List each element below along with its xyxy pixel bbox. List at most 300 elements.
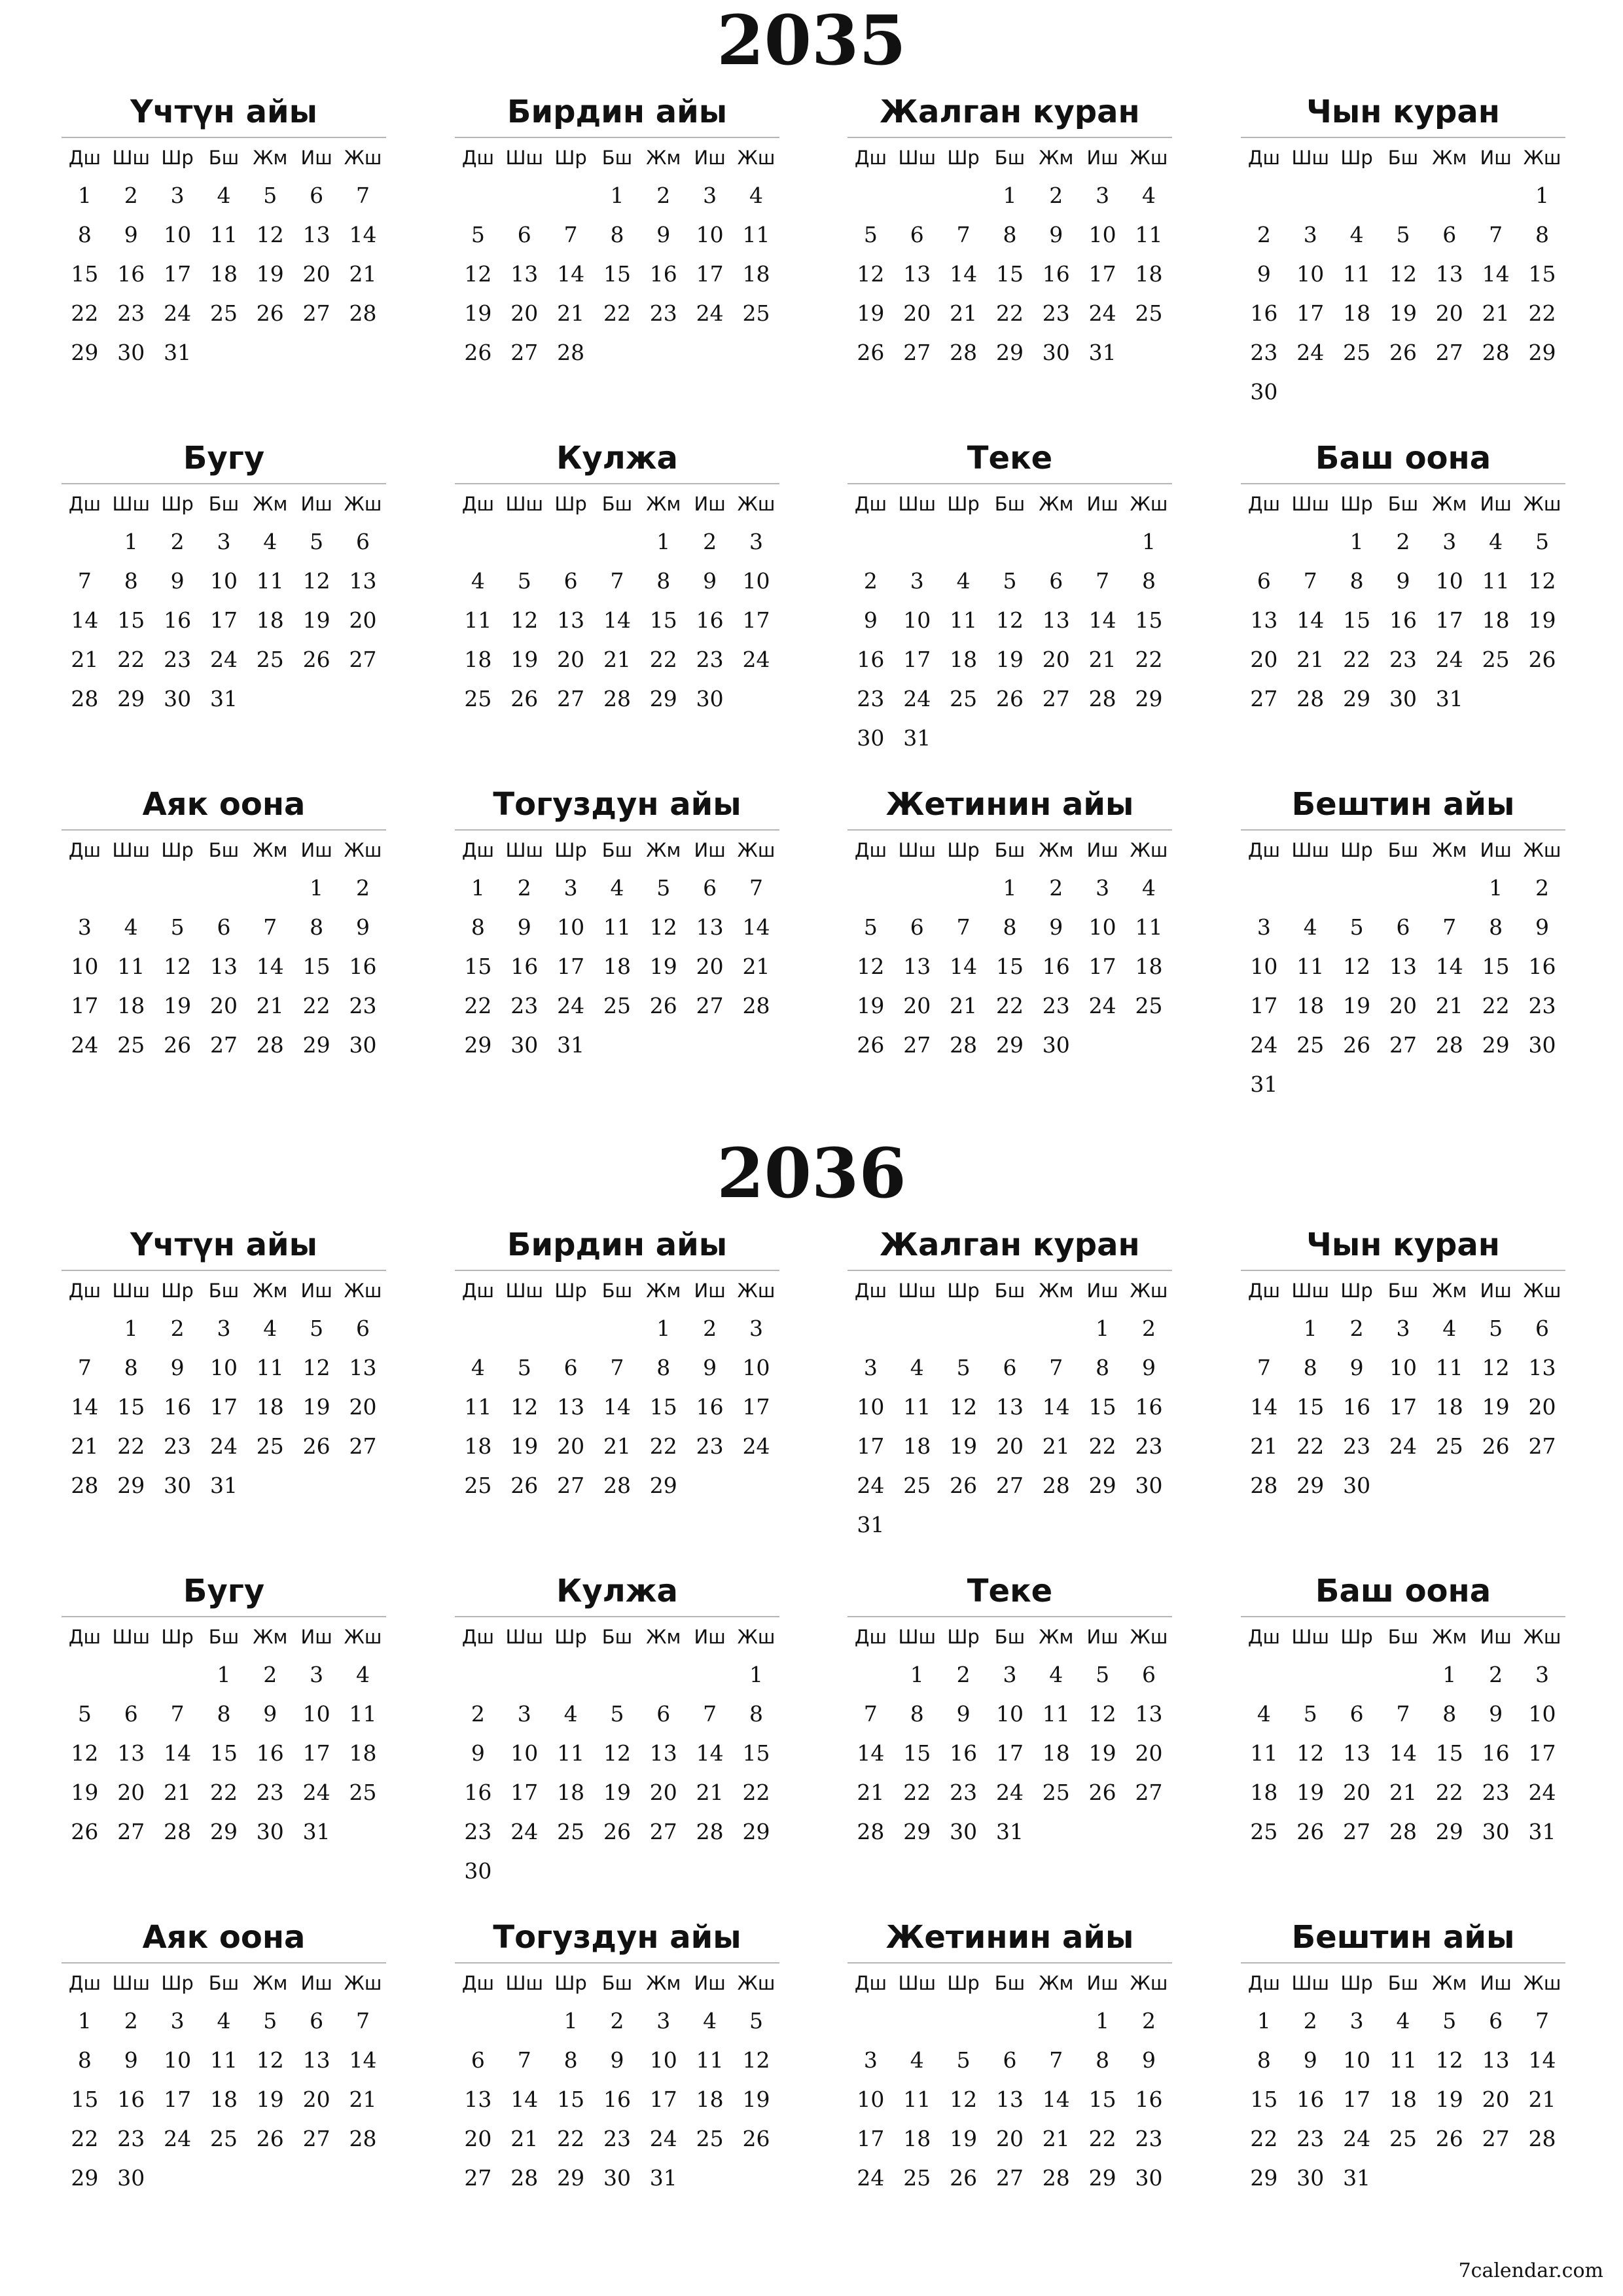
day-cell: 2: [1141, 2008, 1156, 2034]
month-day-grid: [455, 486, 779, 719]
day-cell: 2: [1396, 529, 1410, 554]
month-name: Теке: [967, 1573, 1053, 1609]
day-cell: 9: [1049, 914, 1063, 940]
day-cell: 24: [1343, 2126, 1371, 2151]
day-cell: 24: [1435, 647, 1463, 672]
empty-day-cell: [501, 2001, 548, 2041]
day-cell: 19: [857, 300, 885, 326]
weekday-header: Шр: [1340, 1972, 1373, 1994]
day-cell: 20: [1389, 993, 1417, 1018]
day-cell: 15: [117, 1394, 145, 1420]
day-cell: 29: [742, 1819, 770, 1844]
day-cell: 7: [956, 222, 971, 247]
day-cell: 19: [603, 1780, 631, 1805]
day-cell: 18: [209, 2087, 238, 2112]
month-divider: [62, 1616, 386, 1617]
day-cell: 18: [1135, 261, 1163, 287]
month-day-grid: [847, 1619, 1172, 1852]
weekday-header: Дш: [68, 1280, 101, 1302]
day-cell: 9: [1257, 261, 1271, 287]
day-cell: 31: [557, 1032, 585, 1058]
day-cell: 1: [563, 2008, 578, 2034]
day-cell: 16: [1296, 2087, 1325, 2112]
day-cell: 13: [1250, 607, 1278, 633]
empty-day-cell: [154, 869, 201, 908]
weekday-header: Бш: [994, 839, 1026, 861]
day-cell: 9: [124, 2047, 138, 2073]
day-cell: 2: [355, 875, 370, 901]
day-cell: 26: [950, 1473, 978, 1498]
weekday-header: Жм: [253, 493, 288, 515]
day-cell: 27: [349, 647, 377, 672]
day-cell: 4: [1489, 529, 1503, 554]
empty-day-cell: [847, 1309, 894, 1348]
day-cell: 15: [1135, 607, 1163, 633]
weekday-header: Жм: [1432, 1972, 1467, 1994]
day-cell: 21: [349, 261, 377, 287]
weekday-header: Бш: [1387, 1972, 1419, 1994]
day-cell: 3: [310, 1662, 324, 1687]
month-divider: [455, 1616, 779, 1617]
day-cell: 27: [302, 300, 330, 326]
month-name: Жетинин айы: [885, 786, 1134, 823]
weekday-header: Шш: [898, 1280, 936, 1302]
day-cell: 3: [1442, 529, 1457, 554]
day-cell: 23: [1135, 2126, 1163, 2151]
weekday-header: Шр: [554, 1972, 587, 1994]
day-cell: 22: [1135, 647, 1163, 672]
day-cell: 30: [1042, 340, 1070, 365]
empty-day-cell: [455, 522, 501, 562]
day-cell: 2: [656, 183, 671, 208]
day-cell: 4: [217, 183, 231, 208]
day-cell: 12: [71, 1740, 99, 1766]
empty-day-cell: [1287, 869, 1334, 908]
day-cell: 10: [302, 1701, 330, 1727]
empty-day-cell: [1241, 869, 1287, 908]
weekday-header: Жм: [253, 1972, 288, 1994]
empty-day-cell: [894, 2001, 940, 2041]
month-divider: [1241, 1962, 1565, 1964]
day-cell: 3: [749, 529, 763, 554]
weekday-header: Шр: [947, 1626, 980, 1648]
day-cell: 12: [510, 1394, 539, 1420]
day-cell: 19: [1435, 2087, 1463, 2112]
day-cell: 1: [1003, 183, 1017, 208]
day-cell: 3: [170, 183, 185, 208]
month-day-grid: [455, 832, 779, 1065]
day-cell: 8: [77, 222, 92, 247]
day-cell: 2: [863, 568, 878, 594]
weekday-header: Жм: [646, 147, 681, 169]
day-cell: 22: [209, 1780, 238, 1805]
day-cell: 16: [950, 1740, 978, 1766]
day-cell: 11: [1135, 914, 1163, 940]
day-cell: 20: [995, 2126, 1024, 2151]
weekday-header: Иш: [694, 147, 726, 169]
month-day-grid: [1241, 1619, 1565, 1852]
day-cell: 18: [557, 1780, 585, 1805]
day-cell: 2: [1049, 875, 1063, 901]
day-cell: 29: [209, 1819, 238, 1844]
day-cell: 28: [1435, 1032, 1463, 1058]
weekday-header: Жш: [1130, 147, 1168, 169]
day-cell: 1: [1535, 183, 1549, 208]
day-cell: 29: [464, 1032, 492, 1058]
day-cell: 20: [349, 607, 377, 633]
day-cell: 22: [603, 300, 631, 326]
day-cell: 11: [256, 1355, 284, 1380]
day-cell: 17: [510, 1780, 539, 1805]
day-cell: 17: [1088, 261, 1116, 287]
day-cell: 5: [1003, 568, 1017, 594]
day-cell: 30: [349, 1032, 377, 1058]
day-cell: 20: [903, 300, 931, 326]
day-cell: 27: [649, 1819, 677, 1844]
day-cell: 27: [903, 1032, 931, 1058]
day-cell: 13: [1042, 607, 1070, 633]
day-cell: 18: [1042, 1740, 1070, 1766]
day-cell: 11: [1296, 954, 1325, 979]
day-cell: 21: [164, 1780, 192, 1805]
day-cell: 4: [563, 1701, 578, 1727]
month-divider: [62, 1270, 386, 1271]
weekday-header: Жм: [1432, 839, 1467, 861]
weekday-header: Иш: [1480, 1972, 1512, 1994]
month-divider: [847, 137, 1172, 138]
day-cell: 1: [1003, 875, 1017, 901]
day-cell: 1: [1303, 1316, 1317, 1341]
day-cell: 4: [471, 568, 485, 594]
day-cell: 10: [1528, 1701, 1556, 1727]
weekday-header: Жш: [1523, 147, 1561, 169]
weekday-header: Жш: [344, 839, 382, 861]
day-cell: 24: [510, 1819, 539, 1844]
weekday-header: Шр: [554, 839, 587, 861]
day-cell: 20: [209, 993, 238, 1018]
day-cell: 15: [649, 1394, 677, 1420]
day-cell: 27: [1343, 1819, 1371, 1844]
empty-day-cell: [894, 176, 940, 215]
day-cell: 30: [1135, 1473, 1163, 1498]
day-cell: 4: [1049, 1662, 1063, 1687]
day-cell: 6: [910, 222, 924, 247]
day-cell: 15: [464, 954, 492, 979]
month-day-grid: [1241, 832, 1565, 1104]
weekday-header: Бш: [208, 1280, 240, 1302]
weekday-header: Иш: [1086, 1972, 1118, 1994]
weekday-header: Бш: [208, 1972, 240, 1994]
day-cell: 17: [302, 1740, 330, 1766]
empty-day-cell: [1287, 1655, 1334, 1695]
day-cell: 11: [464, 607, 492, 633]
weekday-header: Бш: [994, 1626, 1026, 1648]
day-cell: 28: [557, 340, 585, 365]
day-cell: 4: [471, 1355, 485, 1380]
day-cell: 27: [696, 993, 724, 1018]
day-cell: 21: [950, 300, 978, 326]
day-cell: 22: [742, 1780, 770, 1805]
weekday-header: Иш: [300, 1972, 332, 1994]
day-cell: 25: [950, 686, 978, 711]
day-cell: 20: [1435, 300, 1463, 326]
day-cell: 29: [1250, 2165, 1278, 2191]
day-cell: 10: [510, 1740, 539, 1766]
day-cell: 12: [742, 2047, 770, 2073]
day-cell: 14: [1389, 1740, 1417, 1766]
day-cell: 19: [302, 607, 330, 633]
day-cell: 18: [696, 2087, 724, 2112]
day-cell: 29: [117, 1473, 145, 1498]
day-cell: 17: [1343, 2087, 1371, 2112]
day-cell: 24: [1088, 993, 1116, 1018]
day-cell: 3: [1096, 875, 1110, 901]
day-cell: 30: [857, 725, 885, 751]
day-cell: 28: [1088, 686, 1116, 711]
day-cell: 19: [464, 300, 492, 326]
day-cell: 18: [1250, 1780, 1278, 1805]
day-cell: 28: [950, 340, 978, 365]
day-cell: 22: [1435, 1780, 1463, 1805]
day-cell: 8: [1349, 568, 1364, 594]
day-cell: 15: [1296, 1394, 1325, 1420]
day-cell: 8: [656, 1355, 671, 1380]
day-cell: 4: [703, 2008, 717, 2034]
day-cell: 5: [310, 1316, 324, 1341]
weekday-header: Шш: [505, 1972, 544, 1994]
day-cell: 5: [610, 1701, 624, 1727]
weekday-header: Шр: [1340, 1280, 1373, 1302]
day-cell: 20: [117, 1780, 145, 1805]
day-cell: 7: [355, 2008, 370, 2034]
day-cell: 22: [1088, 2126, 1116, 2151]
day-cell: 16: [1042, 261, 1070, 287]
month-name: Үчтүн айы: [130, 94, 318, 130]
day-cell: 3: [170, 2008, 185, 2034]
day-cell: 18: [950, 647, 978, 672]
day-cell: 14: [349, 2047, 377, 2073]
day-cell: 6: [471, 2047, 485, 2073]
day-cell: 27: [302, 2126, 330, 2151]
empty-day-cell: [62, 522, 108, 562]
day-cell: 23: [1528, 993, 1556, 1018]
weekday-header: Иш: [694, 1280, 726, 1302]
day-cell: 9: [1396, 568, 1410, 594]
day-cell: 18: [1435, 1394, 1463, 1420]
day-cell: 29: [649, 686, 677, 711]
day-cell: 25: [117, 1032, 145, 1058]
day-cell: 8: [1003, 222, 1017, 247]
day-cell: 4: [1442, 1316, 1457, 1341]
day-cell: 21: [603, 647, 631, 672]
day-cell: 26: [1343, 1032, 1371, 1058]
day-cell: 17: [71, 993, 99, 1018]
day-cell: 7: [610, 1355, 624, 1380]
day-cell: 17: [903, 647, 931, 672]
day-cell: 23: [950, 1780, 978, 1805]
day-cell: 28: [510, 2165, 539, 2191]
month-divider: [62, 1962, 386, 1964]
day-cell: 21: [1042, 1433, 1070, 1459]
day-cell: 22: [464, 993, 492, 1018]
day-cell: 20: [1042, 647, 1070, 672]
day-cell: 11: [1389, 2047, 1417, 2073]
day-cell: 23: [649, 300, 677, 326]
weekday-header: Жш: [344, 1280, 382, 1302]
day-cell: 18: [903, 1433, 931, 1459]
day-cell: 7: [1096, 568, 1110, 594]
day-cell: 22: [1296, 1433, 1325, 1459]
day-cell: 22: [557, 2126, 585, 2151]
weekday-header: Дш: [854, 493, 887, 515]
empty-day-cell: [987, 522, 1033, 562]
day-cell: 4: [749, 183, 763, 208]
month-name: Бирдин айы: [507, 94, 728, 130]
day-cell: 23: [603, 2126, 631, 2151]
day-cell: 12: [256, 2047, 284, 2073]
month-day-grid: [1241, 486, 1565, 719]
day-cell: 12: [857, 261, 885, 287]
empty-day-cell: [247, 869, 293, 908]
day-cell: 26: [71, 1819, 99, 1844]
day-cell: 26: [950, 2165, 978, 2191]
weekday-header: Жш: [1130, 1280, 1168, 1302]
weekday-header: Дш: [461, 1280, 495, 1302]
day-cell: 10: [742, 1355, 770, 1380]
day-cell: 1: [77, 2008, 92, 2034]
weekday-header: Шр: [161, 493, 194, 515]
day-cell: 17: [164, 261, 192, 287]
empty-day-cell: [1426, 869, 1472, 908]
day-cell: 29: [71, 340, 99, 365]
weekday-header: Дш: [1247, 147, 1281, 169]
month-day-grid: [1241, 1965, 1565, 2198]
weekday-header: Жм: [253, 147, 288, 169]
day-cell: 31: [1528, 1819, 1556, 1844]
day-cell: 3: [863, 2047, 878, 2073]
day-cell: 5: [170, 914, 185, 940]
day-cell: 30: [950, 1819, 978, 1844]
day-cell: 15: [995, 954, 1024, 979]
day-cell: 2: [1257, 222, 1271, 247]
empty-day-cell: [1241, 1655, 1287, 1695]
day-cell: 29: [1435, 1819, 1463, 1844]
day-cell: 15: [995, 261, 1024, 287]
day-cell: 7: [863, 1701, 878, 1727]
month-day-grid: [847, 486, 1172, 758]
day-cell: 1: [124, 1316, 138, 1341]
weekday-header: Бш: [208, 147, 240, 169]
day-cell: 23: [1482, 1780, 1510, 1805]
weekday-header: Жм: [253, 1626, 288, 1648]
weekday-header: Дш: [68, 147, 101, 169]
day-cell: 8: [1489, 914, 1503, 940]
weekday-header: Жш: [737, 493, 776, 515]
empty-day-cell: [1334, 1655, 1380, 1695]
day-cell: 26: [857, 1032, 885, 1058]
day-cell: 10: [1389, 1355, 1417, 1380]
weekday-header: Бш: [994, 1280, 1026, 1302]
day-cell: 6: [355, 529, 370, 554]
weekday-header: Шр: [1340, 493, 1373, 515]
empty-day-cell: [1033, 522, 1079, 562]
day-cell: 28: [603, 686, 631, 711]
empty-day-cell: [108, 869, 154, 908]
day-cell: 5: [517, 1355, 531, 1380]
day-cell: 3: [77, 914, 92, 940]
day-cell: 30: [1482, 1819, 1510, 1844]
day-cell: 16: [256, 1740, 284, 1766]
day-cell: 24: [1389, 1433, 1417, 1459]
day-cell: 7: [263, 914, 277, 940]
month-day-grid: [455, 1272, 779, 1505]
day-cell: 7: [1303, 568, 1317, 594]
day-cell: 24: [696, 300, 724, 326]
day-cell: 14: [1250, 1394, 1278, 1420]
day-cell: 26: [857, 340, 885, 365]
day-cell: 7: [1396, 1701, 1410, 1727]
day-cell: 30: [117, 340, 145, 365]
day-cell: 10: [1343, 2047, 1371, 2073]
day-cell: 28: [71, 1473, 99, 1498]
day-cell: 18: [1482, 607, 1510, 633]
day-cell: 18: [256, 607, 284, 633]
day-cell: 16: [1389, 607, 1417, 633]
day-cell: 16: [164, 1394, 192, 1420]
day-cell: 30: [1042, 1032, 1070, 1058]
day-cell: 29: [903, 1819, 931, 1844]
weekday-header: Жш: [1523, 493, 1561, 515]
day-cell: 11: [696, 2047, 724, 2073]
weekday-header: Шш: [505, 1626, 544, 1648]
day-cell: 17: [857, 2126, 885, 2151]
day-cell: 20: [995, 1433, 1024, 1459]
day-cell: 29: [995, 340, 1024, 365]
day-cell: 1: [1489, 875, 1503, 901]
day-cell: 22: [302, 993, 330, 1018]
empty-day-cell: [1472, 176, 1519, 215]
weekday-header: Жш: [1523, 1280, 1561, 1302]
day-cell: 23: [256, 1780, 284, 1805]
day-cell: 28: [1042, 1473, 1070, 1498]
day-cell: 14: [742, 914, 770, 940]
month-day-grid: [62, 139, 386, 372]
day-cell: 25: [464, 686, 492, 711]
day-cell: 11: [209, 2047, 238, 2073]
day-cell: 20: [903, 993, 931, 1018]
weekday-header: Дш: [1247, 1280, 1281, 1302]
day-cell: 29: [1482, 1032, 1510, 1058]
day-cell: 15: [1343, 607, 1371, 633]
day-cell: 11: [1042, 1701, 1070, 1727]
day-cell: 2: [1049, 183, 1063, 208]
day-cell: 24: [857, 1473, 885, 1498]
weekday-header: Дш: [461, 1626, 495, 1648]
month-day-grid: [847, 139, 1172, 372]
empty-day-cell: [847, 522, 894, 562]
day-cell: 9: [703, 1355, 717, 1380]
day-cell: 28: [950, 1032, 978, 1058]
day-cell: 4: [1141, 183, 1156, 208]
day-cell: 27: [1482, 2126, 1510, 2151]
empty-day-cell: [1380, 1655, 1427, 1695]
day-cell: 1: [656, 529, 671, 554]
day-cell: 9: [471, 1740, 485, 1766]
weekday-header: Жш: [1130, 839, 1168, 861]
day-cell: 27: [209, 1032, 238, 1058]
month-name: Жалган куран: [880, 1227, 1140, 1263]
day-cell: 6: [217, 914, 231, 940]
